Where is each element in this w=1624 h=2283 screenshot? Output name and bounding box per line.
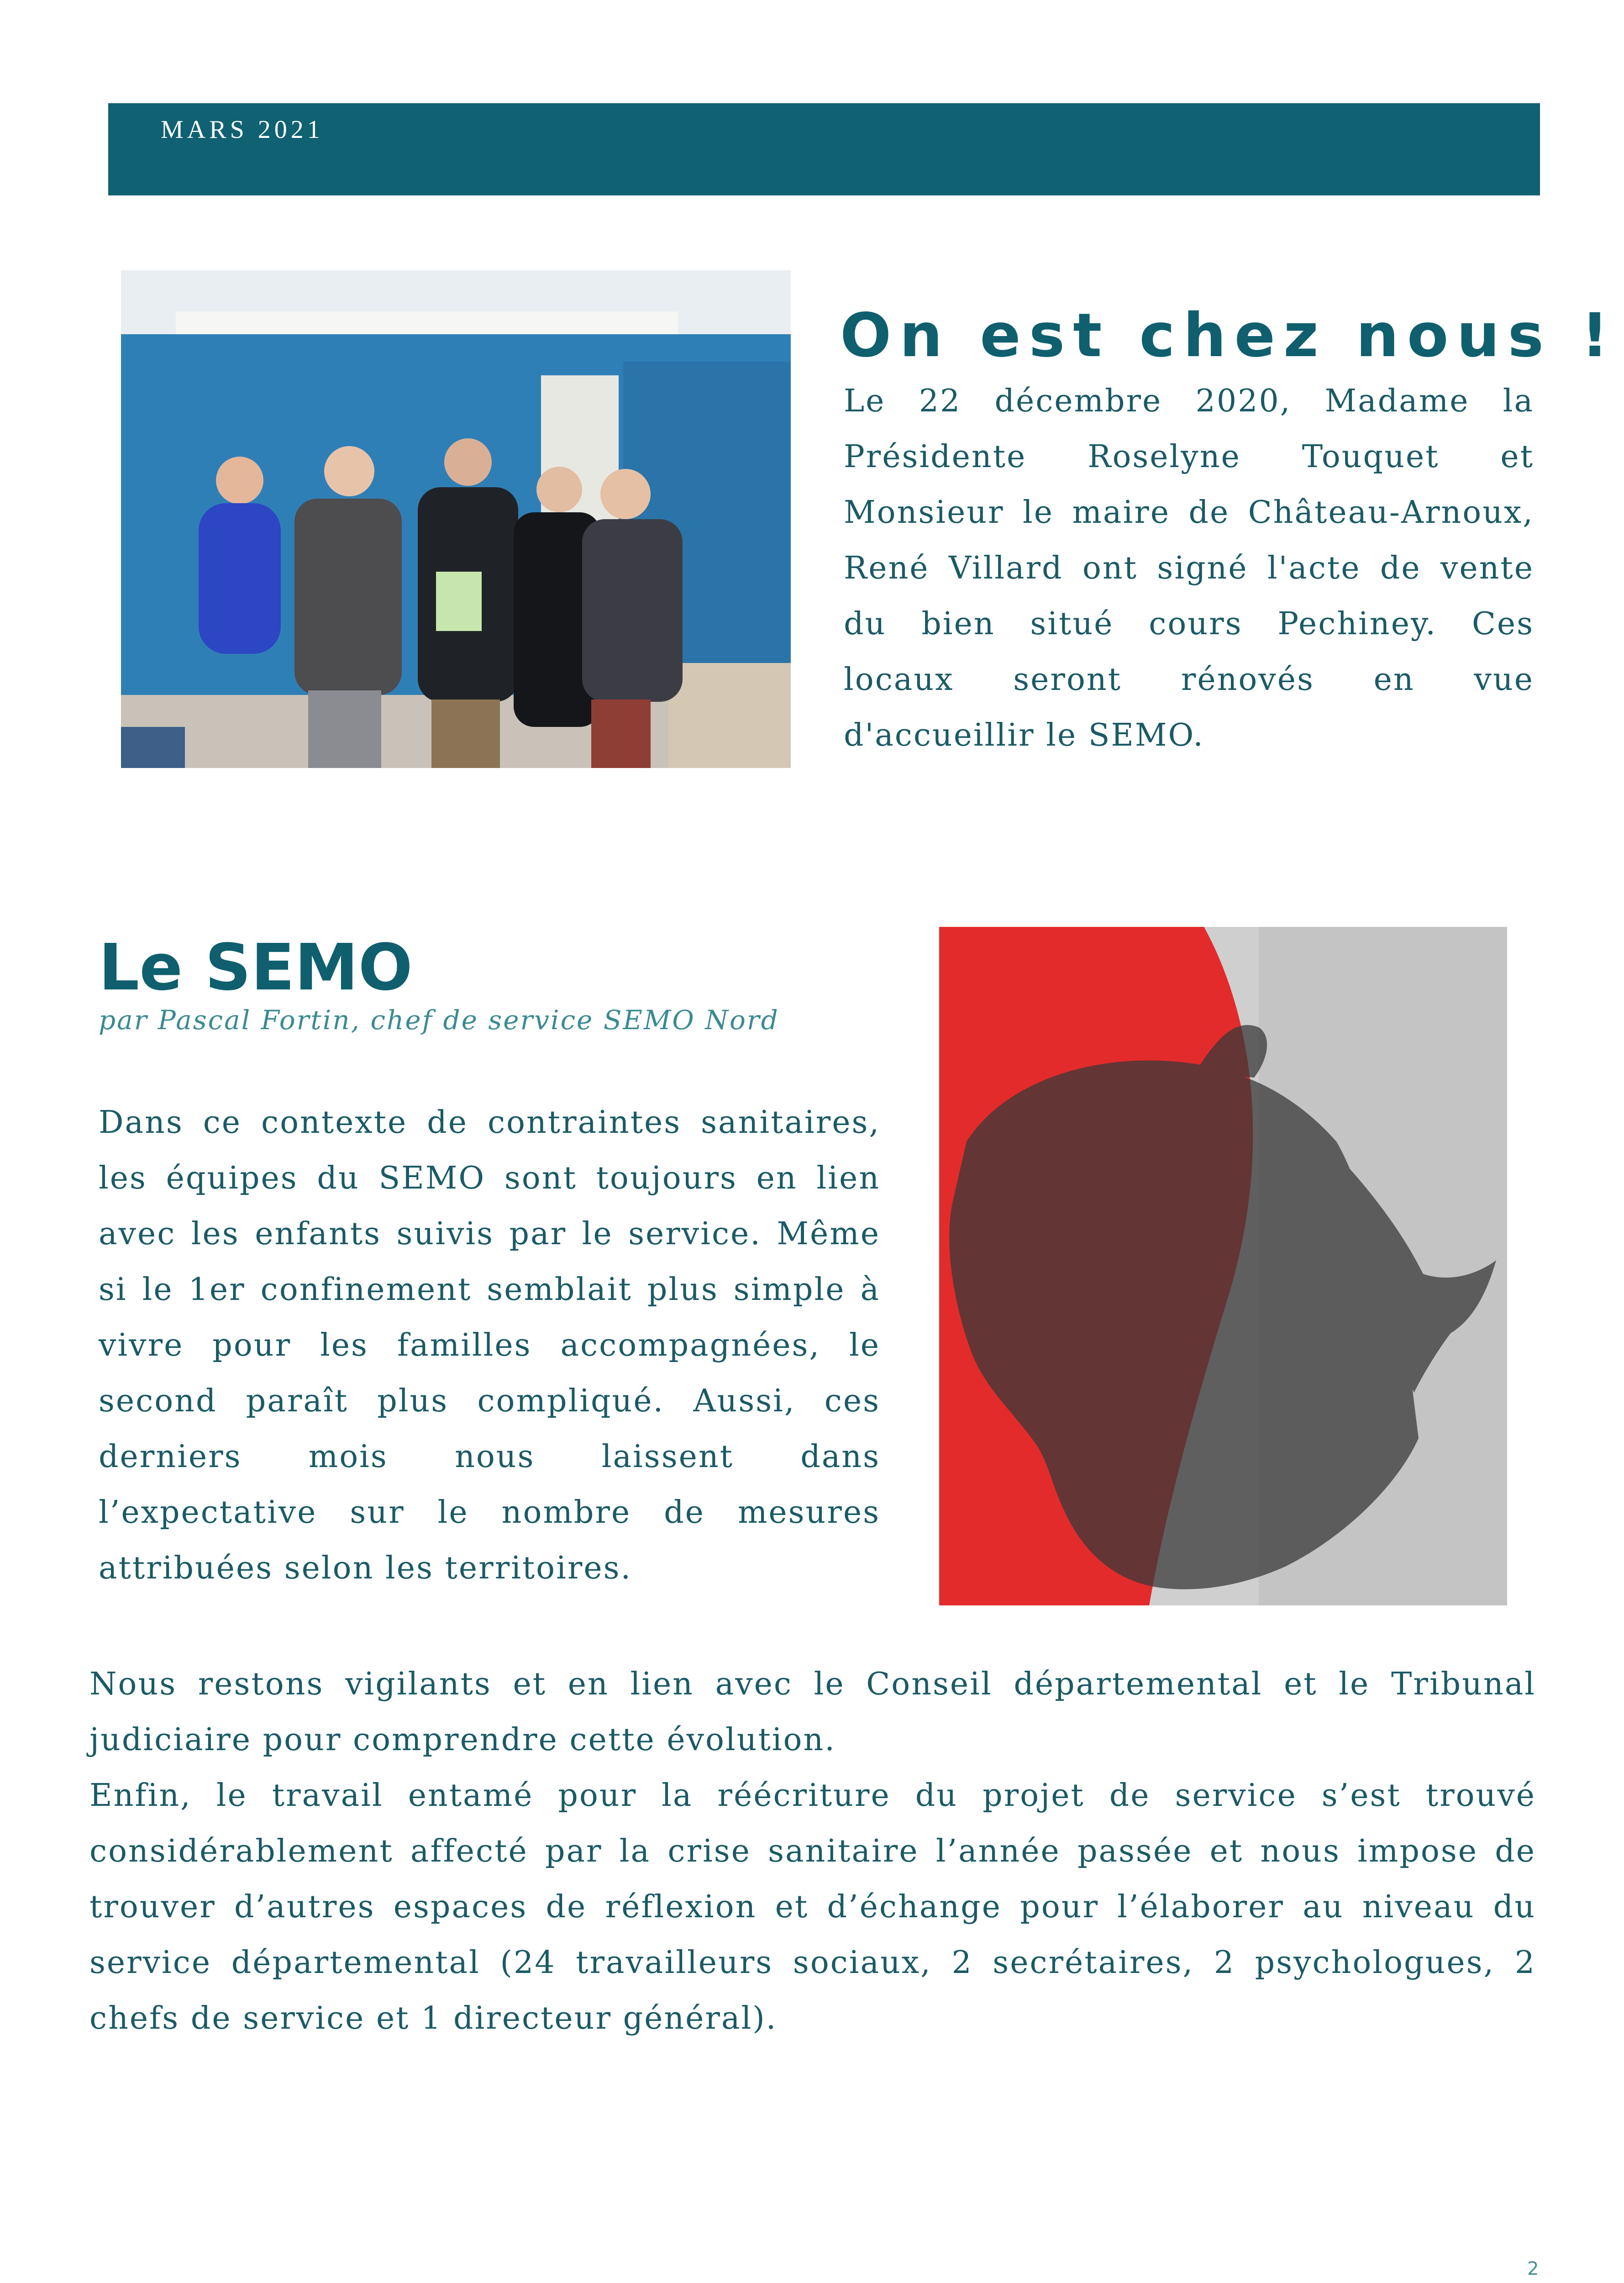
article-title-semo: Le SEMO [99, 931, 413, 1005]
article-byline: par Pascal Fortin, chef de service SEMO Nord [99, 1005, 779, 1036]
article-paragraph-1: Nous restons vigilants et en lien avec le Conseil départemental et le Tribunal judiciaire pour comprendre cette évolution. [89, 1666, 1536, 1758]
article-intro-semo: Dans ce contexte de contraintes sanitaires, les équipes du SEMO sont toujours en lien avec les enfants suivis par le service. Même si le 1er confinement semblait plus simple à vivre pour les familles accompagnées, le second paraît plus compliqué. Aussi, ces derniers mois nous laissent dans l’expectative sur le nombre de mesures attribuées selon les territoires. [99, 1105, 880, 1586]
header-bar [108, 103, 1540, 195]
signing-photo [121, 270, 791, 768]
issue-date: MARS 2021 [161, 116, 324, 144]
article-paragraph-2: Enfin, le travail entamé pour la réécriture du projet de service s’est trouvé considérablement affecté par la crise sanitaire l’année passée et nous impose de trouver d’autres espaces de réflexion et d’échange pour l’élaborer au niveau du service départemental (24 travailleurs sociaux, 2 secrétaires, 2 psychologues, 2 chefs de service et 1 directeur général). [89, 1778, 1536, 2036]
page-number: 2 [1527, 2258, 1539, 2279]
article-body-semo [89, 1657, 1536, 2046]
article-title-chez-nous: On est chez nous ! [840, 300, 1617, 371]
article-body-chez-nous: Le 22 décembre 2020, Madame la Présidente Roselyne Touquet et Monsieur le maire de Château-Arnoux, René Villard ont signé l'acte de vente du bien situé cours Pechiney. Ces locaux seront rénovés en vue d'accueillir le SEMO. [844, 383, 1534, 753]
child-silhouette-illustration [939, 927, 1507, 1605]
